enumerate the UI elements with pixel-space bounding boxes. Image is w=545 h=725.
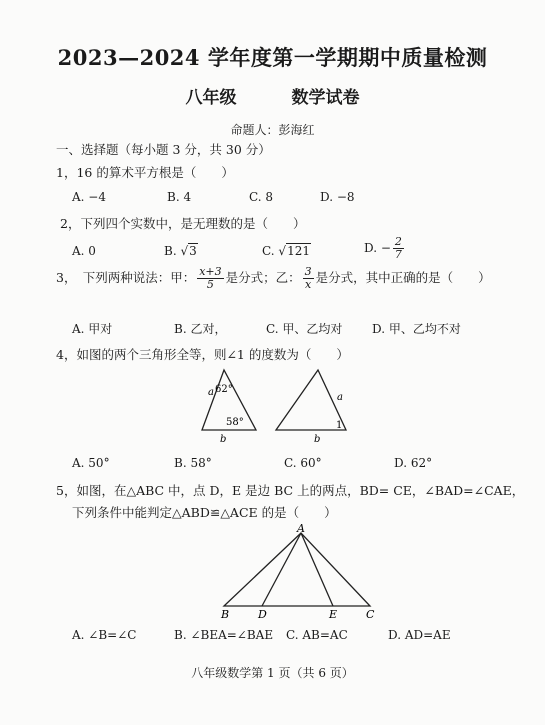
q4-option-c: C. 60°	[284, 456, 322, 470]
label-c: C	[366, 608, 375, 621]
label-a: A	[297, 522, 305, 535]
exam-subtitle	[0, 83, 545, 108]
triangle-abc	[224, 533, 370, 606]
grade-label: 八年级	[185, 88, 237, 108]
label-d: D	[258, 608, 267, 621]
q1-option-d: D. −8	[320, 190, 355, 204]
q5-triangle-figure	[212, 522, 384, 622]
page-footer: 八年级数学第 1 页（共 6 页）	[191, 666, 354, 680]
q1-option-a: A. −4	[72, 190, 106, 204]
q5-option-d: D. AD=AE	[388, 628, 451, 642]
question-5-stem-line-1: 5，如图，在△ABC 中，点 D，E 是边 BC 上的两点，BD= CE，∠BAD=∠CAE，	[56, 483, 525, 498]
sqrt-121: √121	[278, 244, 310, 258]
frac-den: x	[305, 278, 312, 292]
q2-option-d: D. − $\frac{2}{7}$	[364, 235, 402, 262]
frac-den: 7	[394, 248, 402, 262]
frac-num: 2	[394, 235, 402, 248]
angle-58: 58°	[226, 417, 244, 428]
fraction-yi	[303, 266, 314, 291]
segment-ad	[262, 533, 301, 606]
q1-option-c: C. 8	[249, 190, 274, 204]
frac-den: 5	[206, 278, 214, 292]
q4-option-a: A. 50°	[72, 456, 110, 470]
exam-title: 2023—2024 学年度第一学期期中质量检测	[57, 45, 488, 70]
angle-62: 62°	[215, 384, 233, 395]
question-2-stem: 2，下列四个实数中，是无理数的是（ ）	[60, 216, 306, 231]
q1-option-b: B. 4	[167, 190, 192, 204]
question-1-stem: 1，16 的算术平方根是（ ）	[56, 165, 234, 180]
fraction-2-7	[393, 236, 404, 261]
radicand-3: 3	[189, 244, 197, 258]
label-b: B	[221, 608, 230, 621]
q2-option-c	[262, 244, 311, 258]
section-heading: 一、选择题（每小题 3 分，共 30 分）	[56, 142, 271, 157]
side-b-left: b	[220, 434, 227, 445]
q3-option-c: C. 甲、乙均对	[266, 322, 343, 336]
author-line: 命题人：彭海红	[230, 123, 315, 137]
sqrt-3: √3	[180, 244, 197, 258]
side-a-right: a	[337, 392, 343, 403]
q3-option-d: D. 甲、乙均不对	[372, 322, 461, 336]
segment-ae	[301, 533, 333, 606]
question-5-stem-line-2: 下列条件中能判定△ABD≌△ACE 的是（ ）	[72, 505, 337, 520]
q4-option-d: D. 62°	[394, 456, 433, 470]
q2-option-a: A. 0	[72, 244, 96, 258]
question-3-stem	[56, 266, 491, 291]
side-a-left: a	[208, 387, 214, 398]
q5-option-b: B. ∠BEA=∠BAE	[174, 628, 274, 642]
q3-text-1: 3， 下列两种说法：甲：	[56, 270, 196, 286]
frac-num: x+3	[199, 265, 222, 278]
frac-num: 3	[304, 265, 312, 278]
question-4-stem: 4，如图的两个三角形全等，则∠1 的度数为（ ）	[56, 347, 349, 362]
q3-text-3: 是分式，其中正确的是（ ）	[315, 270, 491, 286]
q2-option-b-label: B.	[164, 244, 177, 258]
q5-option-c: C. AB=AC	[286, 628, 348, 642]
label-e: E	[329, 608, 338, 621]
radicand-121: 121	[287, 244, 310, 258]
subject-label: 数学试卷	[291, 88, 360, 108]
q2-option-b	[164, 244, 198, 258]
angle-1: 1	[336, 420, 343, 431]
q3-option-b: B. 乙对，	[174, 322, 227, 336]
q2-option-d-label: D.	[364, 241, 378, 256]
q3-text-2: 是分式；乙：	[225, 270, 301, 286]
fraction-jia	[197, 266, 223, 291]
q4-option-b: B. 58°	[174, 456, 212, 470]
q2-option-c-label: C.	[262, 244, 275, 258]
q5-option-a: A. ∠B=∠C	[72, 628, 137, 642]
side-b-right: b	[314, 434, 321, 445]
q4-triangles-figure	[180, 362, 360, 450]
q3-option-a: A. 甲对	[72, 322, 113, 336]
